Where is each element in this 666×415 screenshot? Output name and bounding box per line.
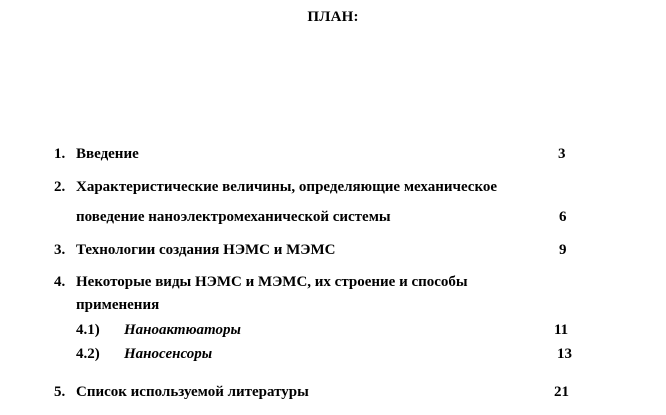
toc-subitem-page: 11 [554,322,569,338]
toc-item-text: Технологии создания НЭМС и МЭМС [76,242,336,258]
toc-item-text-line2: поведение наноэлектромеханической системы [76,209,391,225]
toc-subitem-number: 4.2) [76,346,100,362]
toc-item-text-line2: применения [76,297,160,313]
toc-subitem-text: Наноактюаторы [124,322,241,338]
toc-item-text-line1: Характеристические величины, определяющие механическое [76,179,498,195]
toc-item-page: 6 [559,209,567,225]
toc-item-text: Список используемой литературы [76,384,309,400]
toc-item-number: 2. [54,179,66,195]
toc-item-page: 21 [554,384,569,400]
toc-item-page: 9 [559,242,567,258]
toc-subitem-text: Наносенсоры [124,346,213,362]
toc-item-text: Введение [76,146,139,162]
toc-subitem-page: 13 [557,346,572,362]
page-title: ПЛАН: [307,9,359,25]
toc-item-number: 5. [54,384,66,400]
toc-item-text-line1: Некоторые виды НЭМС и МЭМС, их строение и способы [76,274,468,290]
toc-item-number: 3. [54,242,66,258]
toc-item-page: 3 [558,146,566,162]
toc-subitem-number: 4.1) [76,322,100,338]
toc-item-number: 1. [54,146,66,162]
toc-item-number: 4. [54,274,66,290]
